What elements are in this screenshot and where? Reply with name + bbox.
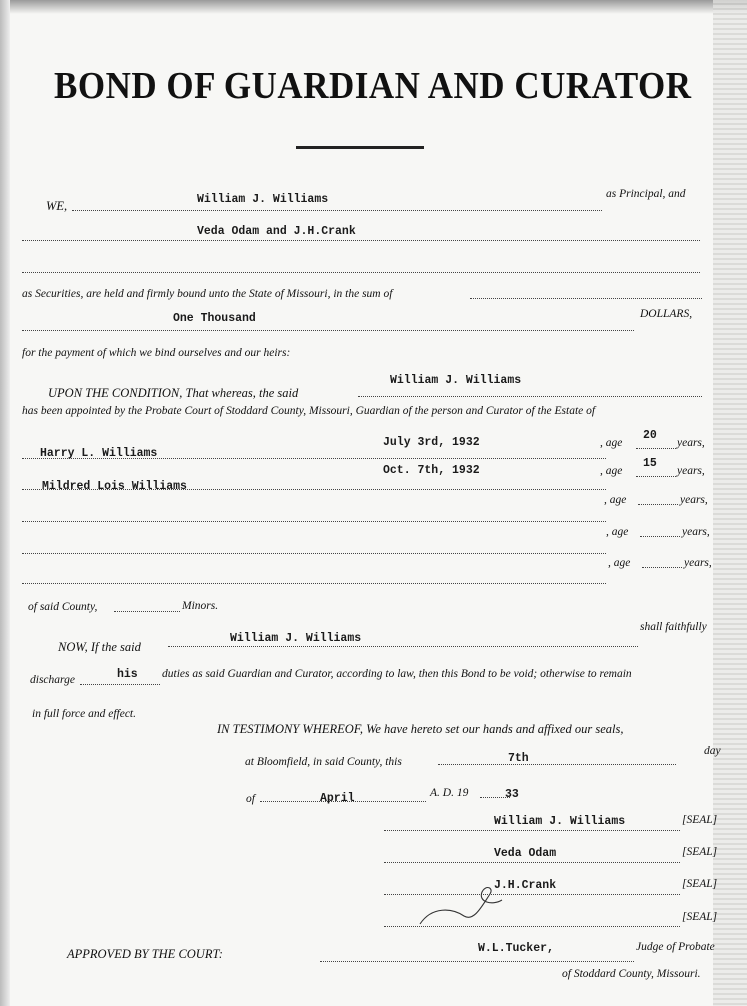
- age-label: , age: [608, 557, 631, 569]
- years-label: years,: [677, 437, 705, 449]
- we-label: WE,: [46, 199, 68, 213]
- title-rule: [296, 146, 424, 149]
- day-label: day: [704, 745, 721, 757]
- appointed-clause: has been appointed by the Probate Court of Stoddard County, Missouri, Guardian of the person and Curator of the Estate of: [22, 405, 596, 417]
- signature-line: [384, 862, 680, 863]
- county-line: [114, 611, 180, 612]
- county-label: of said County,: [28, 601, 98, 613]
- as-principal-label: as Principal, and: [606, 188, 686, 200]
- dollars-label: DOLLARS,: [640, 308, 693, 320]
- years-label: years,: [684, 557, 712, 569]
- signature-name: William J. Williams: [494, 815, 626, 828]
- discharge-label: discharge: [30, 674, 75, 686]
- judge-title: Judge of Probate: [636, 941, 715, 953]
- years-label: years,: [677, 465, 705, 477]
- minor-age: 20: [643, 429, 657, 442]
- seal-label: [SEAL]: [682, 846, 718, 858]
- judge-county: of Stoddard County, Missouri.: [562, 968, 701, 980]
- securities-line: [22, 240, 700, 241]
- payment-clause: for the payment of which we bind ourselves and our heirs:: [22, 347, 291, 359]
- minor-name: Harry L. Williams: [40, 447, 158, 460]
- month-value: April: [320, 792, 355, 805]
- now-name: William J. Williams: [230, 632, 362, 645]
- age-label: , age: [604, 494, 627, 506]
- minor-date: July 3rd, 1932: [383, 436, 480, 449]
- securities-names: Veda Odam and J.H.Crank: [197, 225, 356, 238]
- duties-clause: duties as said Guardian and Curator, according to law, then this Bond to be void; otherwise to remain: [162, 668, 632, 680]
- of-label: of: [246, 793, 255, 805]
- document-title: BOND OF GUARDIAN AND CURATOR: [54, 64, 692, 107]
- pronoun-line: [80, 684, 160, 685]
- approved-label: APPROVED BY THE COURT:: [67, 947, 223, 961]
- minor-age: 15: [643, 457, 657, 470]
- principal-name: William J. Williams: [197, 193, 329, 206]
- age-label: , age: [600, 465, 623, 477]
- pronoun: his: [117, 668, 138, 681]
- securities-clause: as Securities, are held and firmly bound unto the State of Missouri, in the sum of: [22, 288, 393, 300]
- age-label: , age: [606, 526, 629, 538]
- age-label: , age: [600, 437, 623, 449]
- years-label: years,: [682, 526, 710, 538]
- minors-label: Minors.: [182, 600, 219, 612]
- age-line: [636, 476, 676, 477]
- judge-line: [320, 961, 634, 962]
- sum-line-2: [22, 330, 634, 331]
- sum-amount: One Thousand: [173, 312, 256, 325]
- ad-label: A. D. 19: [430, 787, 469, 799]
- now-line: [168, 646, 638, 647]
- sum-line-1: [470, 298, 702, 299]
- faithfully-label: shall faithfully: [640, 621, 707, 633]
- scan-edge-left: [0, 0, 10, 1006]
- minor-name: Mildred Lois Williams: [42, 480, 187, 493]
- scan-edge-right: [713, 0, 747, 1006]
- at-place: at Bloomfield, in said County, this: [245, 756, 402, 768]
- day-line: [438, 764, 676, 765]
- now-label: NOW, If the said: [58, 640, 141, 654]
- signature-line: [384, 830, 680, 831]
- principal-line: [72, 210, 602, 211]
- minor-line: [22, 583, 606, 584]
- age-line: [640, 536, 680, 537]
- minor-line: [22, 521, 606, 522]
- handwritten-signature: [412, 876, 512, 932]
- signature-name: J.H.Crank: [494, 879, 557, 892]
- condition-name: William J. Williams: [390, 374, 522, 387]
- year-value: 33: [505, 788, 519, 801]
- age-line: [638, 504, 678, 505]
- seal-label: [SEAL]: [682, 878, 718, 890]
- seal-label: [SEAL]: [682, 814, 718, 826]
- age-line: [642, 567, 682, 568]
- full-force: in full force and effect.: [32, 708, 137, 720]
- age-line: [636, 448, 676, 449]
- condition-label: UPON THE CONDITION, That whereas, the said: [48, 386, 299, 400]
- judge-name: W.L.Tucker,: [478, 942, 554, 955]
- seal-label: [SEAL]: [682, 911, 718, 923]
- years-label: years,: [680, 494, 708, 506]
- minor-line: [22, 553, 606, 554]
- blank-line: [22, 272, 700, 273]
- day-value: 7th: [508, 752, 529, 765]
- scan-edge-top: [0, 0, 747, 14]
- testimony-clause: IN TESTIMONY WHEREOF, We have hereto set our hands and affixed our seals,: [217, 722, 624, 736]
- condition-line: [358, 396, 702, 397]
- signature-name: Veda Odam: [494, 847, 557, 860]
- minor-date: Oct. 7th, 1932: [383, 464, 480, 477]
